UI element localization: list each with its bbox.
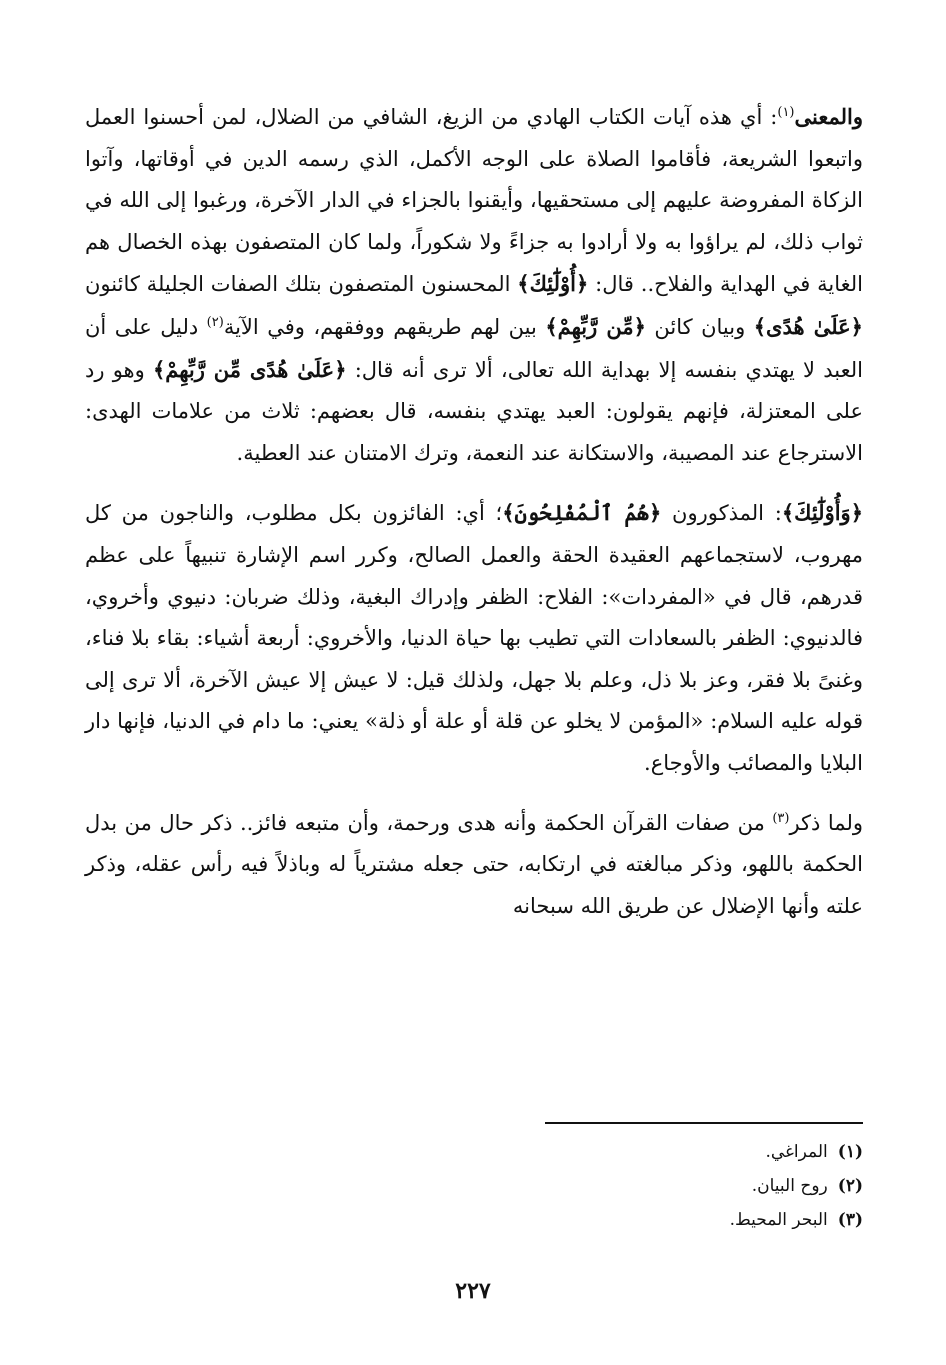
quran-quote: ﴿مِّن رَّبِّهِمْ﴾ [545, 313, 646, 339]
text-run: وهو رد على المعتزلة، فإنهم يقولون: العبد يهتدي بنفسه، قال بعضهم: ثلاث من علامات الهدى: الاسترجاع عند المصيبة، والاستكانة عند النعمة، وترك الامتنان عند العطية. [85, 357, 863, 465]
text-run: بين لهم طريقهم ووفقهم، وفي الآية [223, 314, 546, 339]
text-run: ؛ أي: الفائزون بكل مطلوب، والناجون من كل مهروب، لاستجماعهم العقيدة الحقة والعمل الصالح، وكرر اسم الإشارة تنبيهاً على عظم قدرهم، قال في «المفردات»: الفلاح: الظفر وإدراك البغية، وذلك ضربان: دنيوي وأخروي، فالدنيوي: الظفر بالسعادات التي تطيب بها حياة الدنيا، والأخروي: أربعة أشياء: بقاء بلا فناء، وغنىً بلا فقر، وعز بلا ذل، وعلم بلا جهل، ولذلك قيل: لا عيش إلا عيش الآخرة، ألا ترى إلى قوله عليه السلام: «المؤمن لا يخلو عن قلة أو علة أو ذلة» يعني: ما دام في الدنيا، فإنها دار البلايا والمصائب والأوجاع. [85, 501, 863, 775]
text-run: وبيان كائن [645, 314, 754, 339]
quran-quote: ﴿أُوْلَٰٓئِكَ﴾ [517, 271, 589, 297]
text-run: المحسنون المتصفون بتلك الصفات الجليلة كائنون [85, 272, 518, 297]
paragraph-2 [85, 492, 863, 784]
text-run: : المذكورون [661, 501, 782, 526]
paragraph-3 [85, 803, 863, 928]
text-run: من صفات القرآن الحكمة وأنه هدى ورحمة، وأن متبعه فائز.. ذكر حال من بدل الحكمة باللهو، وذكر مبالغته في ارتكابه، حتى جعله مشترياً له وباذلاً فيه رأس عقله، وذكر علته وأنها الإضلال عن طريق الله سبحانه [85, 810, 863, 918]
footnotes [463, 1135, 863, 1237]
footnote-text: المراغي. [765, 1142, 828, 1162]
quran-quote: ﴿هُمُ ٱلْمُفْلِحُونَ﴾ [502, 500, 662, 526]
footnote-text: البحر المحيط. [729, 1210, 828, 1230]
page-number: ٢٢٧ [455, 1278, 491, 1304]
lead-word: والمعنى [794, 104, 863, 129]
footnote-number: (٢) [837, 1176, 863, 1196]
footnote-number: (٣) [837, 1210, 863, 1230]
paragraph-1 [85, 96, 863, 474]
quran-quote: ﴿عَلَىٰ هُدًى مِّن رَّبِّهِمْ﴾ [152, 356, 347, 382]
text-run: دليل على أن العبد لا يهتدي بنفسه إلا بهداية الله تعالى، ألا ترى أنه قال: [85, 314, 863, 382]
footnote-ref-3: (٣) [772, 810, 790, 826]
footnote-1 [463, 1135, 863, 1169]
footnote-2 [463, 1169, 863, 1203]
footnote-number: (١) [837, 1142, 863, 1162]
text-run: : أي هذه آيات الكتاب الهادي من الزيغ، الشافي من الضلال، لمن أحسنوا العمل واتبعوا الشريعة، فأقاموا الصلاة على الوجه الأكمل، الذي رسمه الدين في أوقاتها، وآتوا الزكاة المفروضة عليهم إلى مستحقيها، وأيقنوا بالجزاء في الدار الآخرة، ورغبوا إلى الله في ثواب ذلك، لم يراؤوا به ولا أرادوا به جزاءً ولا شكوراً، ولما كان المتصفون بهذه الخصال هم الغاية في الهداية والفلاح.. قال: [85, 105, 863, 297]
footnote-3 [463, 1203, 863, 1237]
main-text [85, 96, 863, 927]
footnote-text: روح البيان. [751, 1176, 828, 1196]
text-run: ولما ذكر [789, 810, 863, 835]
footnote-ref-2: (٢) [206, 314, 224, 330]
footnote-divider [545, 1122, 863, 1124]
quran-quote: ﴿عَلَىٰ هُدًى﴾ [753, 313, 863, 339]
footnote-ref-1: (١) [777, 105, 795, 120]
quran-quote: ﴿وَأُوْلَٰٓئِكَ﴾ [781, 500, 864, 526]
